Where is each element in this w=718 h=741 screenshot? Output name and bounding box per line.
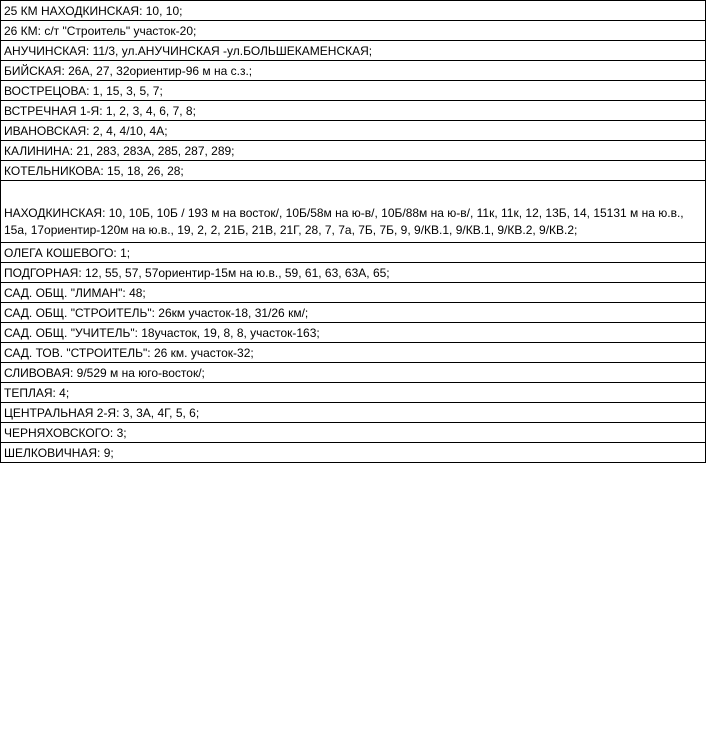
table-row bbox=[1, 263, 706, 283]
table-row bbox=[1, 323, 706, 343]
table-row bbox=[1, 443, 706, 463]
table-cell[interactable]: САД. ОБЩ. "УЧИТЕЛЬ": 18участок, 19, 8, 8, участок-163; bbox=[1, 323, 706, 343]
table-cell[interactable]: ЦЕНТРАЛЬНАЯ 2-Я: 3, 3А, 4Г, 5, 6; bbox=[1, 403, 706, 423]
table-cell[interactable]: ОЛЕГА КОШЕВОГО: 1; bbox=[1, 243, 706, 263]
table-row bbox=[1, 383, 706, 403]
table-row bbox=[1, 403, 706, 423]
table-cell[interactable]: НАХОДКИНСКАЯ: 10, 10Б, 10Б / 193 м на восток/, 10Б/58м на ю-в/, 10Б/88м на ю-в/, 11к, 11к, 12, 13Б, 14, 15131 м на ю.в., 15а, 17ориентир-120м на ю.в., 19, 2, 2, 21Б, 21В, 21Г, 28, 7, 7а, 7Б, 7Б, 9, 9/КВ.1, 9/КВ.1, 9/КВ.2, 9/КВ.2; bbox=[1, 181, 706, 243]
table-row bbox=[1, 81, 706, 101]
table-cell[interactable]: ТЕПЛАЯ: 4; bbox=[1, 383, 706, 403]
table-row bbox=[1, 101, 706, 121]
table-row bbox=[1, 363, 706, 383]
table-cell[interactable]: ВСТРЕЧНАЯ 1-Я: 1, 2, 3, 4, 6, 7, 8; bbox=[1, 101, 706, 121]
table-row bbox=[1, 61, 706, 81]
table-cell[interactable]: КАЛИНИНА: 21, 283, 283А, 285, 287, 289; bbox=[1, 141, 706, 161]
table-cell[interactable]: АНУЧИНСКАЯ: 11/3, ул.АНУЧИНСКАЯ -ул.БОЛЬШЕКАМЕНСКАЯ; bbox=[1, 41, 706, 61]
table-row bbox=[1, 423, 706, 443]
table-cell[interactable]: ПОДГОРНАЯ: 12, 55, 57, 57ориентир-15м на ю.в., 59, 61, 63, 63А, 65; bbox=[1, 263, 706, 283]
table-row bbox=[1, 121, 706, 141]
table-cell[interactable]: САД. ОБЩ. "ЛИМАН": 48; bbox=[1, 283, 706, 303]
table-cell[interactable]: 25 КМ НАХОДКИНСКАЯ: 10, 10; bbox=[1, 1, 706, 21]
table-cell[interactable]: БИЙСКАЯ: 26А, 27, 32ориентир-96 м на с.з.; bbox=[1, 61, 706, 81]
table-cell[interactable]: САД. ОБЩ. "СТРОИТЕЛЬ": 26км участок-18, 31/26 км/; bbox=[1, 303, 706, 323]
table-cell[interactable]: КОТЕЛЬНИКОВА: 15, 18, 26, 28; bbox=[1, 161, 706, 181]
table-row bbox=[1, 1, 706, 21]
table-cell[interactable]: ВОСТРЕЦОВА: 1, 15, 3, 5, 7; bbox=[1, 81, 706, 101]
table-row bbox=[1, 343, 706, 363]
table-cell[interactable]: 26 КМ: с/т "Строитель" участок-20; bbox=[1, 21, 706, 41]
table-row bbox=[1, 161, 706, 181]
table-cell[interactable]: ЧЕРНЯХОВСКОГО: 3; bbox=[1, 423, 706, 443]
table-row bbox=[1, 141, 706, 161]
table-cell[interactable]: СЛИВОВАЯ: 9/529 м на юго-восток/; bbox=[1, 363, 706, 383]
table-row bbox=[1, 181, 706, 243]
table-row bbox=[1, 21, 706, 41]
table-row bbox=[1, 243, 706, 263]
table-cell[interactable]: ИВАНОВСКАЯ: 2, 4, 4/10, 4А; bbox=[1, 121, 706, 141]
table-row bbox=[1, 41, 706, 61]
table-row bbox=[1, 303, 706, 323]
table-row bbox=[1, 283, 706, 303]
table-cell[interactable]: САД. ТОВ. "СТРОИТЕЛЬ": 26 км. участок-32; bbox=[1, 343, 706, 363]
table-cell[interactable]: ШЕЛКОВИЧНАЯ: 9; bbox=[1, 443, 706, 463]
